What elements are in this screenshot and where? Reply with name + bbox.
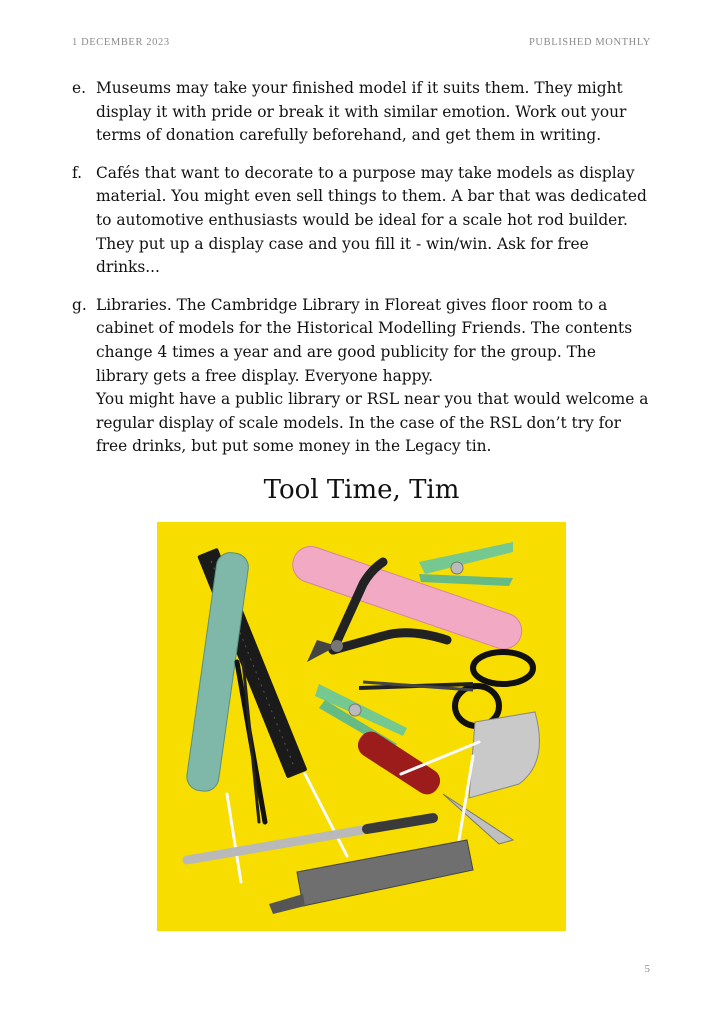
list-marker: g. — [72, 295, 87, 314]
issue-date: 1 DECEMBER 2023 — [72, 37, 170, 48]
list-marker: e. — [72, 79, 87, 97]
page-header — [72, 37, 651, 51]
lettered-list — [72, 77, 652, 473]
list-item-text: Museums may take your finished model if it suits them. They might display it with pride or break it with similar emotion. Work out your terms of donation carefully beforehand, and get them in writing. — [96, 79, 627, 145]
list-item-text-continued: You might have a public library or RSL near you that would welcome a regular display of scale models. In the case of the RSL don’t try for free drinks, but put some money in the Legacy tin. — [96, 390, 649, 456]
publication-frequency: PUBLISHED MONTHLY — [528, 37, 651, 48]
list-item-text: Cafés that want to decorate to a purpose may take models as display material. You might even sell things to them. A bar that was dedicated to automotive enthusiasts would be ideal for a scale hot rod builder. They put up a display case and you fill it - win/win. Ask for free drinks... — [96, 163, 647, 277]
list-item-text: Libraries. The Cambridge Library in Floreat gives floor room to a cabinet of models for the Historical Modelling Friends. The contents change 4 times a year and are good publicity for the group. The library gets a free display. Everyone happy. — [96, 295, 633, 385]
section-title: Tool Time, Tim — [263, 475, 460, 505]
list-item — [72, 77, 652, 148]
page-number: 5 — [644, 963, 650, 975]
tools-photo — [157, 522, 566, 931]
list-marker: f. — [72, 163, 83, 182]
list-item — [72, 162, 652, 280]
list-item — [72, 294, 652, 459]
